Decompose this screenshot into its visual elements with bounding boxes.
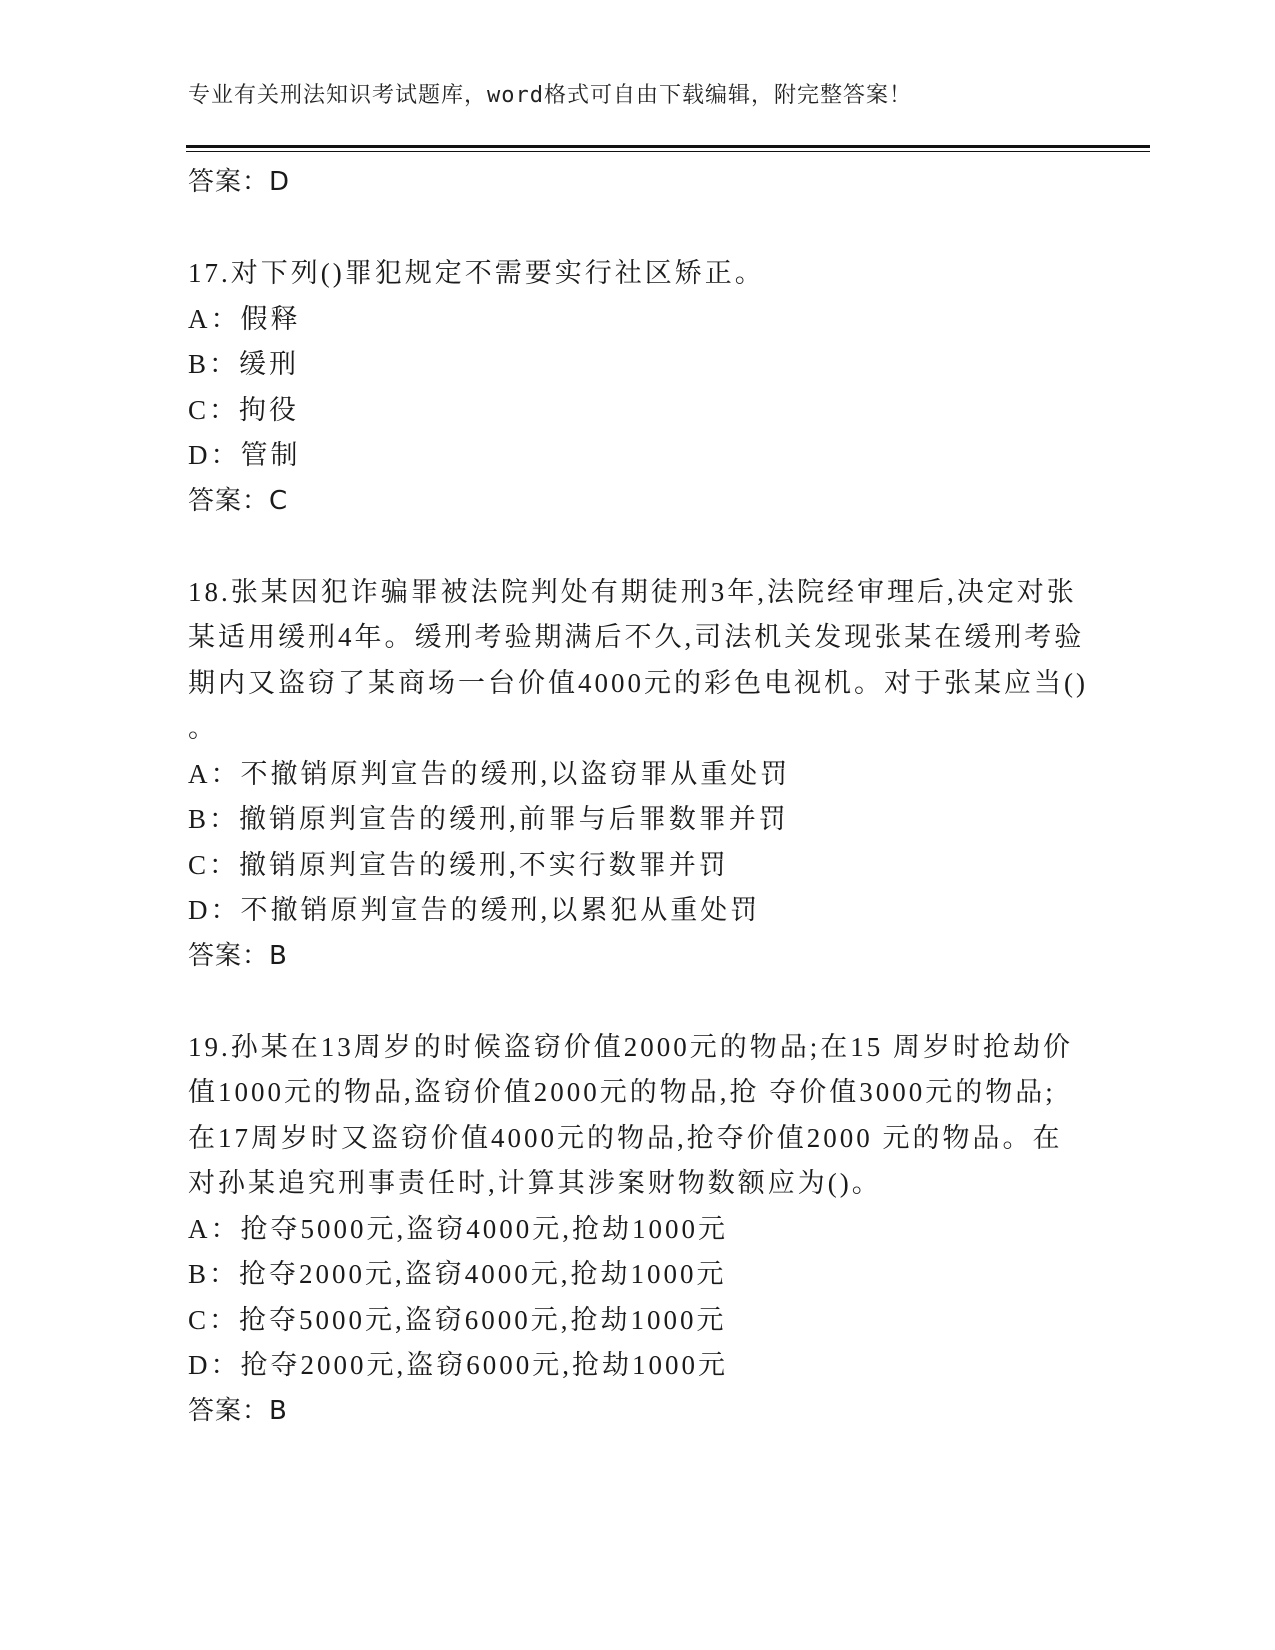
header-divider-thin [186,151,1150,152]
option-b: B：撤销原判宣告的缓刑,前罪与后罪数罪并罚 [188,804,789,834]
option-d: D：不撤销原判宣告的缓刑,以累犯从重处罚 [188,895,761,925]
question-18 [188,570,1088,980]
option-c: C：抢夺5000元,盗窃6000元,抢劫1000元 [188,1304,727,1335]
document-content [188,160,1088,1434]
previous-answer: 答案：D [188,167,291,197]
question-17 [188,251,1088,524]
option-c: C：撤销原判宣告的缓刑,不实行数罪并罚 [188,849,729,880]
option-d: D：抢夺2000元,盗窃6000元,抢劫1000元 [188,1350,728,1380]
option-b: B：抢夺2000元,盗窃4000元,抢劫1000元 [188,1259,727,1289]
answer: 答案：C [188,485,289,516]
option-a: A：不撤销原判宣告的缓刑,以盗窃罪从重处罚 [188,758,791,789]
option-a: A：假释 [188,303,301,334]
question-text: 。 [188,713,218,743]
page-header: 专业有关刑法知识考试题库，word格式可自由下载编辑，附完整答案！ [188,83,912,108]
answer: 答案：B [188,1395,288,1426]
question-text: 在17周岁时又盗窃价值4000元的物品,抢夺价值2000 元的物品。在 [188,1122,1063,1153]
spacer [188,206,1088,252]
spacer [188,524,1088,570]
option-c: C：拘役 [188,394,300,425]
option-b: B：缓刑 [188,349,300,379]
option-a: A：抢夺5000元,盗窃4000元,抢劫1000元 [188,1213,728,1244]
question-text: 值1000元的物品,盗窃价值2000元的物品,抢 夺价值3000元的物品; [188,1077,1056,1107]
question-text: 期内又盗窃了某商场一台价值4000元的彩色电视机。对于张某应当() [188,667,1088,698]
answer: 答案：B [188,940,288,971]
question-19 [188,1025,1088,1435]
spacer [188,979,1088,1025]
question-text: 某适用缓刑4年。缓刑考验期满后不久,司法机关发现张某在缓刑考验 [188,622,1085,652]
question-text: 17.对下列()罪犯规定不需要实行社区矫正。 [188,258,765,288]
question-text: 对孙某追究刑事责任时,计算其涉案财物数额应为()。 [188,1168,882,1198]
question-text: 19.孙某在13周岁的时候盗窃价值2000元的物品;在15 周岁时抢劫价 [188,1031,1074,1062]
option-d: D：管制 [188,440,301,470]
question-text: 18.张某因犯诈骗罪被法院判处有期徒刑3年,法院经审理后,决定对张 [188,576,1077,607]
header-divider-thick [186,145,1150,148]
